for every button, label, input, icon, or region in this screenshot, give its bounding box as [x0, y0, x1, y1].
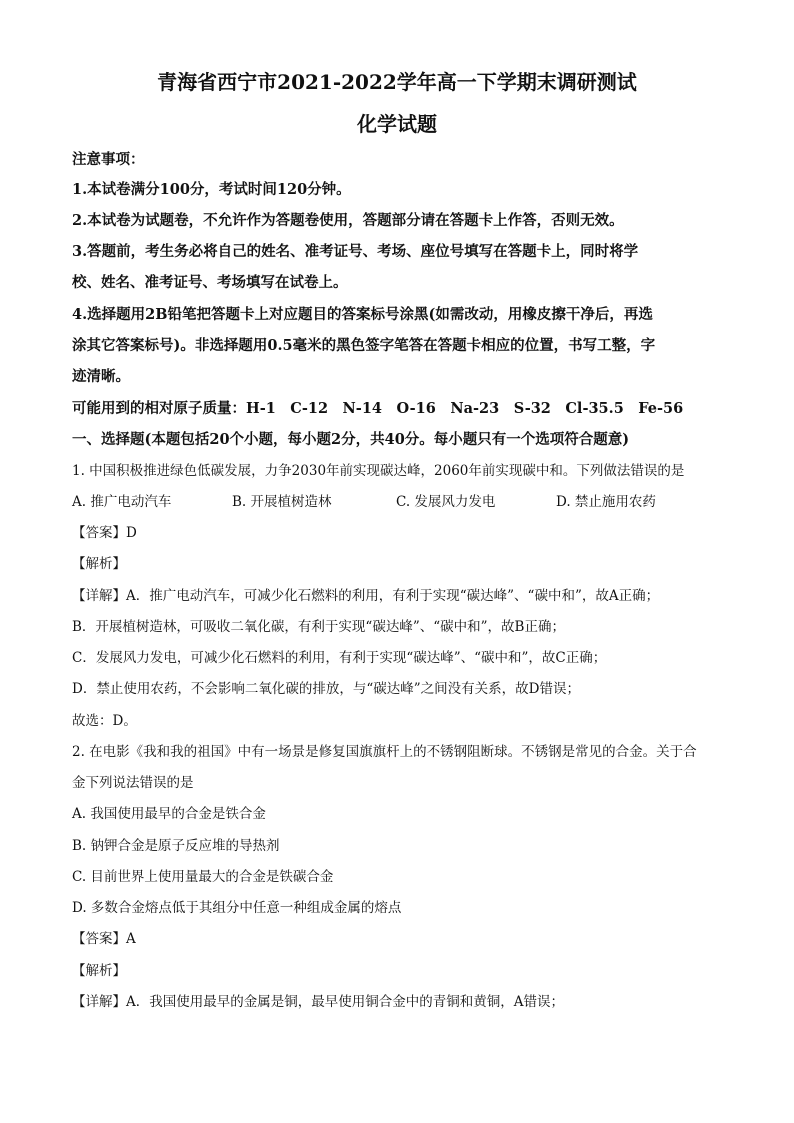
q2-stem-line-1: 2. 在电影《我和我的祖国》中有一场景是修复国旗旗杆上的不锈钢阻断球。不锈钢是常见的合金。关于合: [72, 744, 697, 760]
q2-detail-1: 【详解】A．我国使用最早的金属是铜，最早使用铜合金中的青铜和黄铜，A错误；: [72, 994, 564, 1010]
note-3-line-1: 3.答题前，考生务必将自己的姓名、准考证号、考场、座位号填写在答题卡上，同时将学: [72, 243, 639, 260]
q1-option-d: D. 禁止施用农药: [556, 494, 656, 510]
q2-option-c: C. 目前世界上使用量最大的合金是铁碳合金: [72, 869, 334, 885]
q1-option-c: C. 发展风力发电: [396, 494, 496, 510]
q1-option-b: B. 开展植树造林: [232, 494, 332, 510]
q2-option-a: A. 我国使用最早的合金是铁合金: [72, 806, 266, 822]
q2-answer: 【答案】A: [72, 931, 136, 947]
q1-stem: 1. 中国积极推进绿色低碳发展，力争2030年前实现碳达峰，2060年前实现碳中和。下列做法错误的是: [72, 463, 685, 479]
notes-heading: 注意事项：: [72, 151, 145, 168]
note-1: 1.本试卷满分100分，考试时间120分钟。: [72, 181, 351, 198]
q1-detail-1: 【详解】A．推广电动汽车，可减少化石燃料的利用，有利于实现“碳达峰”、“碳中和”，故A正确；: [72, 588, 660, 604]
note-2: 2.本试卷为试题卷，不允许作为答题卷使用，答题部分请在答题卡上作答，否则无效。: [72, 212, 624, 229]
exam-subtitle: 化学试题: [357, 112, 437, 136]
q1-detail-2: B．开展植树造林，可吸收二氧化碳，有利于实现“碳达峰”、“碳中和”，故B正确；: [72, 619, 565, 635]
q1-option-a: A. 推广电动汽车: [72, 494, 172, 510]
note-4-line-2: 涂其它答案标号)。非选择题用0.5毫米的黑色签字笔答在答题卡相应的位置，书写工整，字: [72, 337, 656, 354]
q2-stem-line-2: 金下列说法错误的是: [72, 775, 194, 791]
q1-analysis-label: 【解析】: [72, 556, 126, 572]
q1-detail-3: C．发展风力发电，可减少化石燃料的利用，有利于实现“碳达峰”、“碳中和”，故C正确；: [72, 650, 607, 666]
q2-option-d: D. 多数合金熔点低于其组分中任意一种组成金属的熔点: [72, 900, 402, 916]
note-3-line-2: 校、姓名、准考证号、考场填写在试卷上。: [72, 274, 348, 291]
q1-choice: 故选：D。: [72, 713, 137, 729]
exam-title: 青海省西宁市2021-2022学年高一下学期末调研测试: [157, 70, 637, 94]
q1-detail-4: D．禁止使用农药，不会影响二氧化碳的排放，与“碳达峰”之间没有关系，故D错误；: [72, 681, 580, 697]
q2-option-b: B. 钠钾合金是原子反应堆的导热剂: [72, 838, 280, 854]
q1-answer: 【答案】D: [72, 525, 137, 541]
q2-analysis-label: 【解析】: [72, 963, 126, 979]
section-heading: 一、选择题(本题包括20个小题，每小题2分，共40分。每小题只有一个选项符合题意): [72, 431, 630, 448]
atomic-masses: 可能用到的相对原子质量：H-1 C-12 N-14 O-16 Na-23 S-32 Cl-35.5 Fe-56: [72, 400, 684, 417]
note-4-line-1: 4.选择题用2B铅笔把答题卡上对应题目的答案标号涂黑(如需改动，用橡皮擦干净后，再选: [72, 306, 653, 323]
note-4-line-3: 迹清晰。: [72, 368, 130, 385]
